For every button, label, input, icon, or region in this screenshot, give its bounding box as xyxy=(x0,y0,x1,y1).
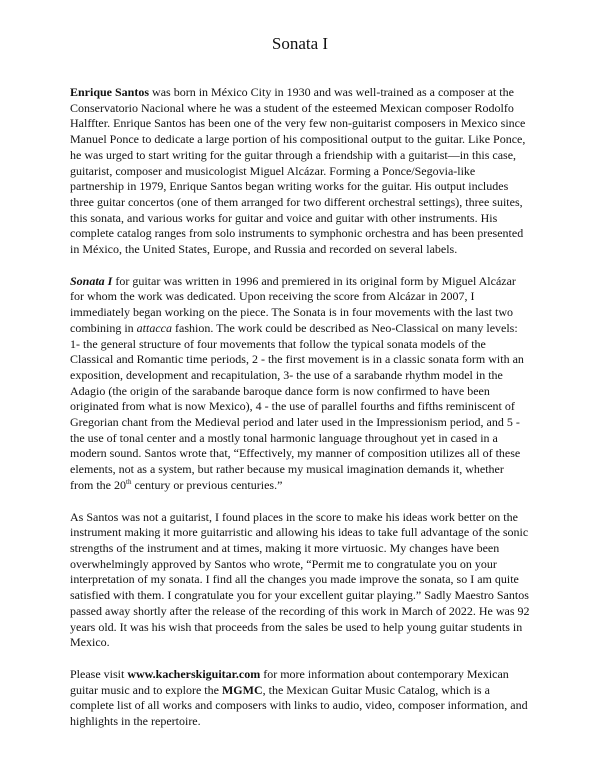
page-title: Sonata I xyxy=(271,34,329,53)
ordinal-superscript: th xyxy=(126,477,132,486)
sonata-text-b: fashion. The work could be described as Neo-Classical on many levels: 1- the general structure of four movements that follow the typical sonata models of the Classical and Romantic time periods, 2 - the first movement is in a classic sonata form with an exposition, development and recapitulation, 3- the use of a sarabande rhythm model in the Adagio (the origin of the sarabande baroque dance form is now confirmed to have been originated from what is now Mexico), 4 - the use of parallel fourths and fifths reminiscent of Gregorian chant from the Medieval period and later used in the Impressionism period, and 5 - the use of tonal center and a mostly tonal harmonic language throughout yet in cased in a modern sound. Santos wrote that, “Effectively, my manner of composition utilizes all of these elements, not as a system, but rather because my musical imagination demands it, whether from the 20 xyxy=(70,320,524,492)
sonata-description-paragraph xyxy=(70,274,530,494)
website-link[interactable]: www.kacherskiguitar.com xyxy=(127,666,261,681)
website-text-c: , the Mexican Guitar Music Catalog, which is a complete list of all works and composers with links to audio, video, composer information, and highlights in the repertoire. xyxy=(70,682,528,729)
composer-name: Enrique Santos xyxy=(70,85,150,99)
attacca-term: attacca xyxy=(136,320,172,335)
sonata-text-a: for guitar was written in 1996 and premiered in its original form by Miguel Alcázar for whom the work was dedicated. Upon receiving the score from Alcázar in 2007, I immediately began working on the piece. The Sonata is in four movements with the last two combining in xyxy=(70,273,516,335)
website-paragraph xyxy=(70,667,530,730)
performer-notes-paragraph: As Santos was not a guitarist, I found places in the score to make his ideas work better on the instrument making it more guitarristic and allowing his ideas to take full advantage of the sonic strengths of the instrument and at times, making it more virtuosic. My changes have been overwhelmingly approved by Santos who wrote, “Permit me to congratulate you on your interpretation of my sonata. I find all the changes you made improve the sonata, so I am quite satisfied with them. I congratulate you for your excellent guitar playing.” Sadly Maestro Santos passed away shortly after the release of the recording of this work in March of 2022. He was 92 years old. It was his wish that proceeds from the sales be used to help young guitar students in Mexico. xyxy=(70,509,530,650)
composer-bio-text: was born in México City in 1930 and was well-trained as a composer at the Conservatorio Nacional where he was a student of the esteemed Mexican composer Rodolfo Halffter. Enrique Santos has been one of the very few non-guitarist composers in Mexico since Manuel Ponce to dedicate a large portion of his compositional output to the guitar. Like Ponce, he was urged to start writing for the guitar through a friendship with a guitarist—in this case, guitarist, composer and musicologist Miguel Alcázar. Forming a Ponce/Segovia-like partnership in 1979, Enrique Santos began writing works for the guitar. His output includes three guitar concertos (one of them arranged for two different orchestral settings), three suites, this sonata, and various works for guitar and voice and guitar with other instruments. His complete catalog ranges from solo instruments to symphonic orchestra and has been presented in México, the United States, Europe, and Russia and recorded on several labels. xyxy=(70,85,526,257)
composer-bio-paragraph xyxy=(70,85,530,258)
sonata-text-c: century or previous centuries.” xyxy=(131,477,283,492)
sonata-title-inline: Sonata I xyxy=(70,273,113,288)
website-text-a: Please visit xyxy=(70,666,128,681)
website-text-b: for more information about contemporary Mexican guitar music and to explore the xyxy=(70,666,509,697)
mgmc-acronym: MGMC xyxy=(221,682,263,697)
